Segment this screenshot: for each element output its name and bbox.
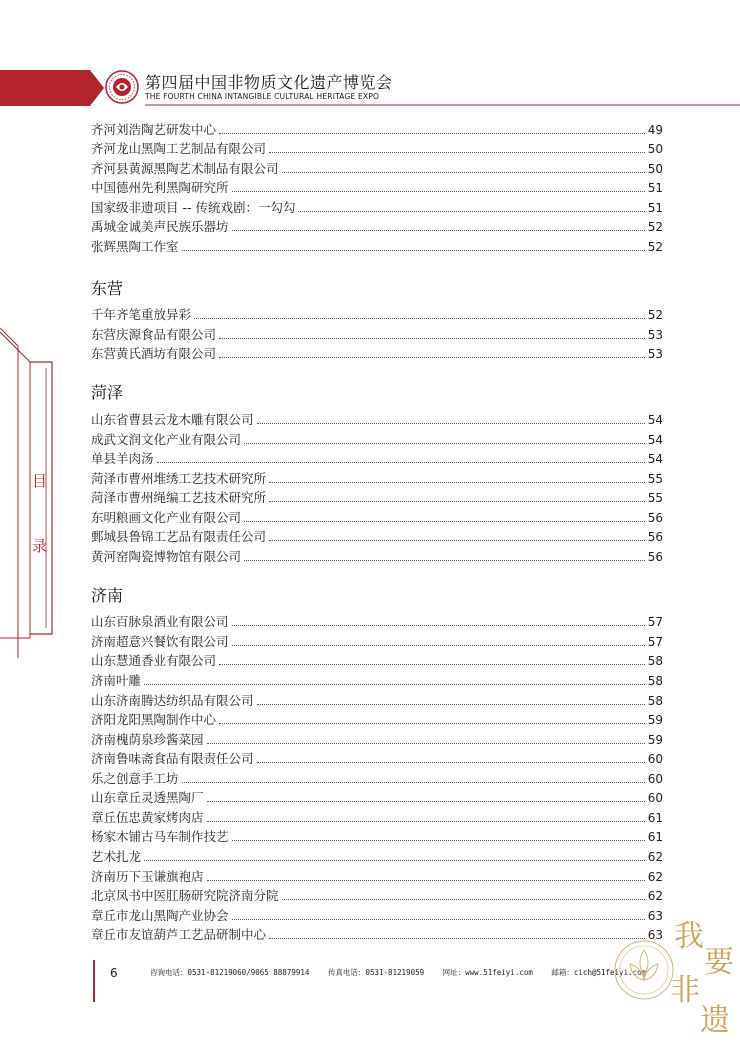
toc-entry-title: 章丘市龙山黑陶产业协会 [91, 907, 229, 923]
toc-entry[interactable] [91, 527, 663, 547]
toc-leader-dots [257, 762, 645, 763]
toc-entry-title: 艺术扎龙 [91, 848, 142, 864]
table-of-contents [91, 119, 663, 944]
toc-entry[interactable] [91, 768, 663, 788]
toc-entry[interactable] [91, 788, 663, 808]
toc-entry-title: 中国德州先利黑陶研究所 [91, 180, 229, 196]
toc-leader-dots [269, 482, 645, 483]
toc-entry-title: 乐之创意手工坊 [91, 770, 179, 786]
toc-leader-dots [232, 840, 645, 841]
toc-leader-dots [182, 782, 645, 783]
toc-entry-title: 济南鲁味斋食品有限责任公司 [91, 751, 254, 767]
side-tab-char-lu: 录 [32, 537, 48, 555]
toc-entry[interactable] [91, 612, 663, 632]
toc-entry[interactable] [91, 846, 663, 866]
toc-group-heze [91, 381, 663, 565]
toc-entry[interactable] [91, 236, 663, 256]
toc-entry[interactable] [91, 344, 663, 364]
toc-leader-dots [207, 743, 645, 744]
toc-entry-page: 63 [647, 928, 663, 943]
footer-email[interactable]: 邮箱：cich@51feiyi.com [551, 968, 647, 977]
toc-entry-page: 54 [647, 432, 663, 447]
toc-entry-title: 东营庆源食品有限公司 [91, 326, 217, 342]
toc-entry-title: 黄河窑陶瓷博物馆有限公司 [91, 548, 242, 564]
toc-entry[interactable] [91, 217, 663, 237]
toc-entry-title: 齐河龙山黑陶工艺制品有限公司 [91, 141, 267, 157]
toc-leader-dots [232, 919, 645, 920]
toc-entry-page: 60 [647, 771, 663, 786]
section-heading: 东营 [91, 278, 124, 298]
toc-entry[interactable] [91, 429, 663, 449]
toc-entry-page: 61 [647, 830, 663, 845]
section-heading: 济南 [91, 585, 124, 605]
toc-entry-page: 57 [647, 615, 663, 630]
toc-leader-dots [157, 462, 645, 463]
toc-entry-page: 62 [647, 889, 663, 904]
toc-group-jinan [91, 584, 663, 944]
toc-entry[interactable] [91, 324, 663, 344]
toc-leader-dots [282, 899, 645, 900]
toc-entry-title: 单县羊肉汤 [91, 451, 154, 467]
toc-leader-dots [207, 821, 645, 822]
toc-entry-title: 齐河刘浩陶艺研发中心 [91, 121, 217, 137]
toc-entry[interactable] [91, 305, 663, 325]
toc-leader-dots [257, 704, 645, 705]
expo-title-en: THE FOURTH CHINA INTANGIBLE CULTURAL HERITAGE EXPO [145, 92, 380, 101]
toc-entry[interactable] [91, 670, 663, 690]
toc-entry-title: 济南超意兴餐饮有限公司 [91, 633, 229, 649]
toc-entry-title: 山东章丘灵透黑陶厂 [91, 790, 204, 806]
side-tab-char-mu: 目 [32, 472, 48, 490]
toc-entry[interactable] [91, 925, 663, 945]
toc-entry[interactable] [91, 631, 663, 651]
expo-title-cn: 第四届中国非物质文化遗产博览会 [145, 73, 393, 92]
toc-entry-page: 55 [647, 471, 663, 486]
toc-leader-dots [269, 938, 645, 939]
toc-entry-title: 齐河县黄源黑陶艺术制品有限公司 [91, 160, 279, 176]
toc-leader-dots [244, 560, 645, 561]
toc-leader-dots [232, 191, 645, 192]
seal-char-4: 遗 [700, 1003, 730, 1038]
toc-entry-title: 张辉黑陶工作室 [91, 238, 179, 254]
toc-entry[interactable] [91, 690, 663, 710]
toc-leader-dots [144, 860, 645, 861]
expo-logo-icon [105, 70, 139, 104]
toc-entry-page: 58 [647, 674, 663, 689]
toc-leader-dots [182, 250, 645, 251]
toc-entry-title: 济南历下玉谦旗袍店 [91, 868, 204, 884]
toc-leader-dots [232, 645, 645, 646]
footer-website[interactable]: 网址：www.51feiyi.com [442, 968, 533, 977]
toc-entry-page: 50 [647, 161, 663, 176]
toc-entry-title: 菏泽市曹州堆绣工艺技术研究所 [91, 470, 267, 486]
toc-entry-title: 鄄城县鲁锦工艺品有限责任公司 [91, 529, 267, 545]
section-heading: 菏泽 [91, 383, 124, 403]
toc-entry-title: 济阳龙阳黑陶制作中心 [91, 712, 217, 728]
toc-entry-page: 51 [647, 200, 663, 215]
toc-entry-title: 千年齐笔重放异彩 [91, 307, 192, 323]
toc-entry-page: 63 [647, 908, 663, 923]
footer-divider [93, 960, 95, 1002]
toc-entry-page: 54 [647, 452, 663, 467]
toc-entry[interactable] [91, 158, 663, 178]
toc-leader-dots [269, 152, 645, 153]
toc-leader-dots [244, 443, 645, 444]
toc-entry-title: 北京凤书中医肛肠研究院济南分院 [91, 888, 279, 904]
toc-entry-page: 60 [647, 791, 663, 806]
toc-leader-dots [207, 880, 645, 881]
toc-entry[interactable] [91, 710, 663, 730]
toc-entry-page: 60 [647, 752, 663, 767]
toc-entry-title: 济南叶雕 [91, 673, 142, 689]
toc-leader-dots [269, 540, 645, 541]
toc-entry-page: 51 [647, 181, 663, 196]
toc-entry[interactable] [91, 807, 663, 827]
toc-entry[interactable] [91, 119, 663, 139]
toc-entry-page: 53 [647, 327, 663, 342]
toc-leader-dots [219, 133, 645, 134]
toc-entry[interactable] [91, 749, 663, 769]
toc-entry-page: 62 [647, 849, 663, 864]
toc-entry[interactable] [91, 866, 663, 886]
toc-leader-dots [232, 230, 645, 231]
toc-entry-page: 57 [647, 634, 663, 649]
toc-leader-dots [244, 521, 645, 522]
toc-entry-title: 禹城金诚美声民族乐器坊 [91, 219, 229, 235]
page-number: 6 [110, 966, 118, 980]
toc-leader-dots [232, 625, 645, 626]
toc-entry[interactable] [91, 139, 663, 159]
toc-entry-title: 山东百脉泉酒业有限公司 [91, 614, 229, 630]
toc-entry[interactable] [91, 197, 663, 217]
toc-entry-title: 菏泽市曹州绳编工艺技术研究所 [91, 490, 267, 506]
toc-entry[interactable] [91, 507, 663, 527]
toc-entry-title: 山东济南腾达纺织品有限公司 [91, 692, 254, 708]
toc-leader-dots [269, 501, 645, 502]
toc-entry[interactable] [91, 488, 663, 508]
toc-entry[interactable] [91, 886, 663, 906]
toc-entry-page: 54 [647, 413, 663, 428]
toc-group-dezhou [91, 119, 663, 256]
toc-entry-page: 55 [647, 491, 663, 506]
toc-entry-page: 59 [647, 732, 663, 747]
footer-phone: 咨询电话：0531-81219060/9065 88879914 [150, 968, 310, 977]
toc-entry-title: 济南槐荫泉珍酱菜园 [91, 731, 204, 747]
toc-entry-title: 国家级非遗项目 -- 传统戏剧：一勾勾 [91, 199, 296, 215]
toc-entry[interactable] [91, 546, 663, 566]
toc-group-dongying [91, 277, 663, 364]
toc-leader-dots [219, 357, 645, 358]
toc-entry[interactable] [91, 468, 663, 488]
toc-entry-page: 49 [647, 122, 663, 137]
toc-leader-dots [194, 318, 645, 319]
toc-entry[interactable] [91, 905, 663, 925]
toc-entry-title: 东明粮画文化产业有限公司 [91, 509, 242, 525]
toc-entry-page: 50 [647, 142, 663, 157]
toc-entry-page: 61 [647, 810, 663, 825]
toc-leader-dots [207, 801, 645, 802]
toc-entry[interactable] [91, 449, 663, 469]
toc-entry-title: 山东省曹县云龙木雕有限公司 [91, 412, 254, 428]
toc-entry[interactable] [91, 178, 663, 198]
toc-leader-dots [144, 684, 645, 685]
toc-entry-title: 东营黄氏酒坊有限公司 [91, 346, 217, 362]
toc-entry-page: 59 [647, 713, 663, 728]
toc-leader-dots [298, 211, 644, 212]
toc-leader-dots [282, 172, 645, 173]
toc-entry[interactable] [91, 651, 663, 671]
toc-entry-title: 山东慧通香业有限公司 [91, 653, 217, 669]
toc-entry[interactable] [91, 827, 663, 847]
toc-entry-title: 章丘伍忠黄家烤肉店 [91, 809, 204, 825]
toc-entry-title: 成武文润文化产业有限公司 [91, 431, 242, 447]
toc-entry-title: 章丘市友谊葫芦工艺品研制中心 [91, 927, 267, 943]
toc-entry-page: 52 [647, 239, 663, 254]
toc-entry-page: 56 [647, 510, 663, 525]
toc-entry-page: 56 [647, 530, 663, 545]
toc-leader-dots [219, 338, 645, 339]
toc-entry-page: 53 [647, 347, 663, 362]
seal-char-3: 非 [670, 973, 700, 1008]
toc-entry-page: 58 [647, 693, 663, 708]
toc-leader-dots [257, 423, 645, 424]
toc-entry[interactable] [91, 409, 663, 429]
toc-leader-dots [219, 664, 645, 665]
toc-entry-page: 58 [647, 654, 663, 669]
toc-leader-dots [219, 723, 645, 724]
footer-contact-info [150, 967, 660, 978]
toc-entry-page: 62 [647, 869, 663, 884]
seal-char-1: 我 [674, 919, 704, 954]
feiyi-seal-logo [612, 918, 734, 1043]
toc-side-tab [0, 328, 62, 658]
footer-fax: 传真电话：0531-81219059 [327, 968, 425, 977]
toc-entry-page: 52 [647, 308, 663, 323]
toc-entry-page: 52 [647, 220, 663, 235]
toc-entry-page: 56 [647, 549, 663, 564]
seal-char-2: 要 [704, 945, 734, 980]
toc-entry[interactable] [91, 729, 663, 749]
toc-entry-title: 杨家木铺古马车制作技艺 [91, 829, 229, 845]
